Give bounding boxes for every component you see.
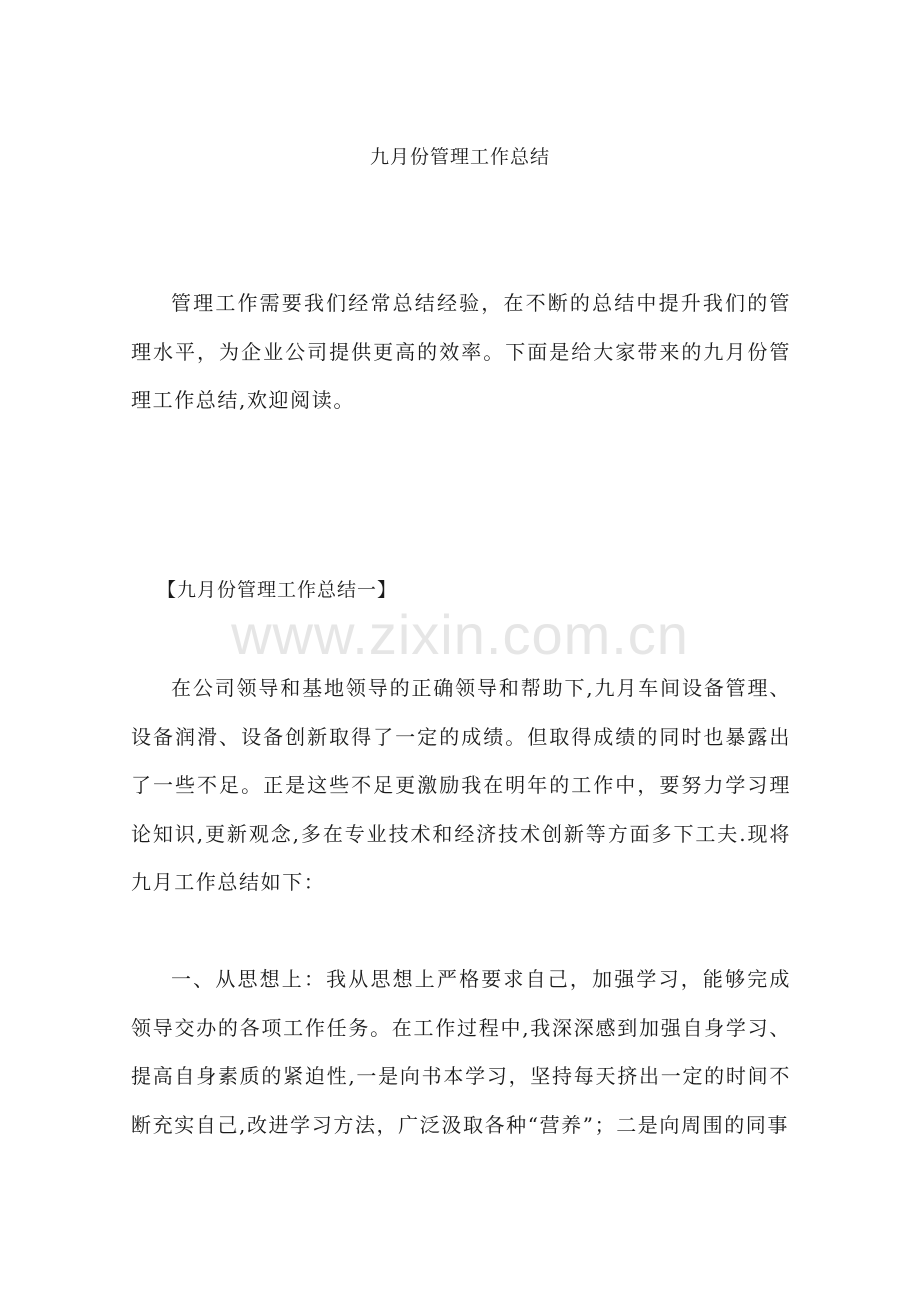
section-heading: 【九月份管理工作总结一】 [157, 579, 398, 601]
intro-paragraph: 管理工作需要我们经常总结经验，在不断的总结中提升我们的管理水平，为企业公司提供更高的效率。下面是给大家带来的九月份管理工作总结,欢迎阅读。 [131, 291, 791, 412]
document-title: 九月份管理工作总结 [369, 146, 550, 168]
body-paragraph-2: 一、从思想上：我从思想上严格要求自己，加强学习，能够完成领导交办的各项工作任务。在工作过程中,我深深感到加强自身学习、提高自身素质的紧迫性,一是向书本学习，坚持每天挤出一定的时间不断充实自己,改进学习方法，广泛汲取各种“营养”；二是向周围的同事 [131, 967, 791, 1137]
body-paragraph-1: 在公司领导和基地领导的正确领导和帮助下,九月车间设备管理、设备润滑、设备创新取得了一定的成绩。但取得成绩的同时也暴露出了一些不足。正是这些不足更激励我在明年的工作中，要努力学习理论知识,更新观念,多在专业技术和经济技术创新等方面多下工夫.现将九月工作总结如下： [131, 676, 791, 894]
watermark: www.zixin.com.cn [231, 603, 689, 666]
